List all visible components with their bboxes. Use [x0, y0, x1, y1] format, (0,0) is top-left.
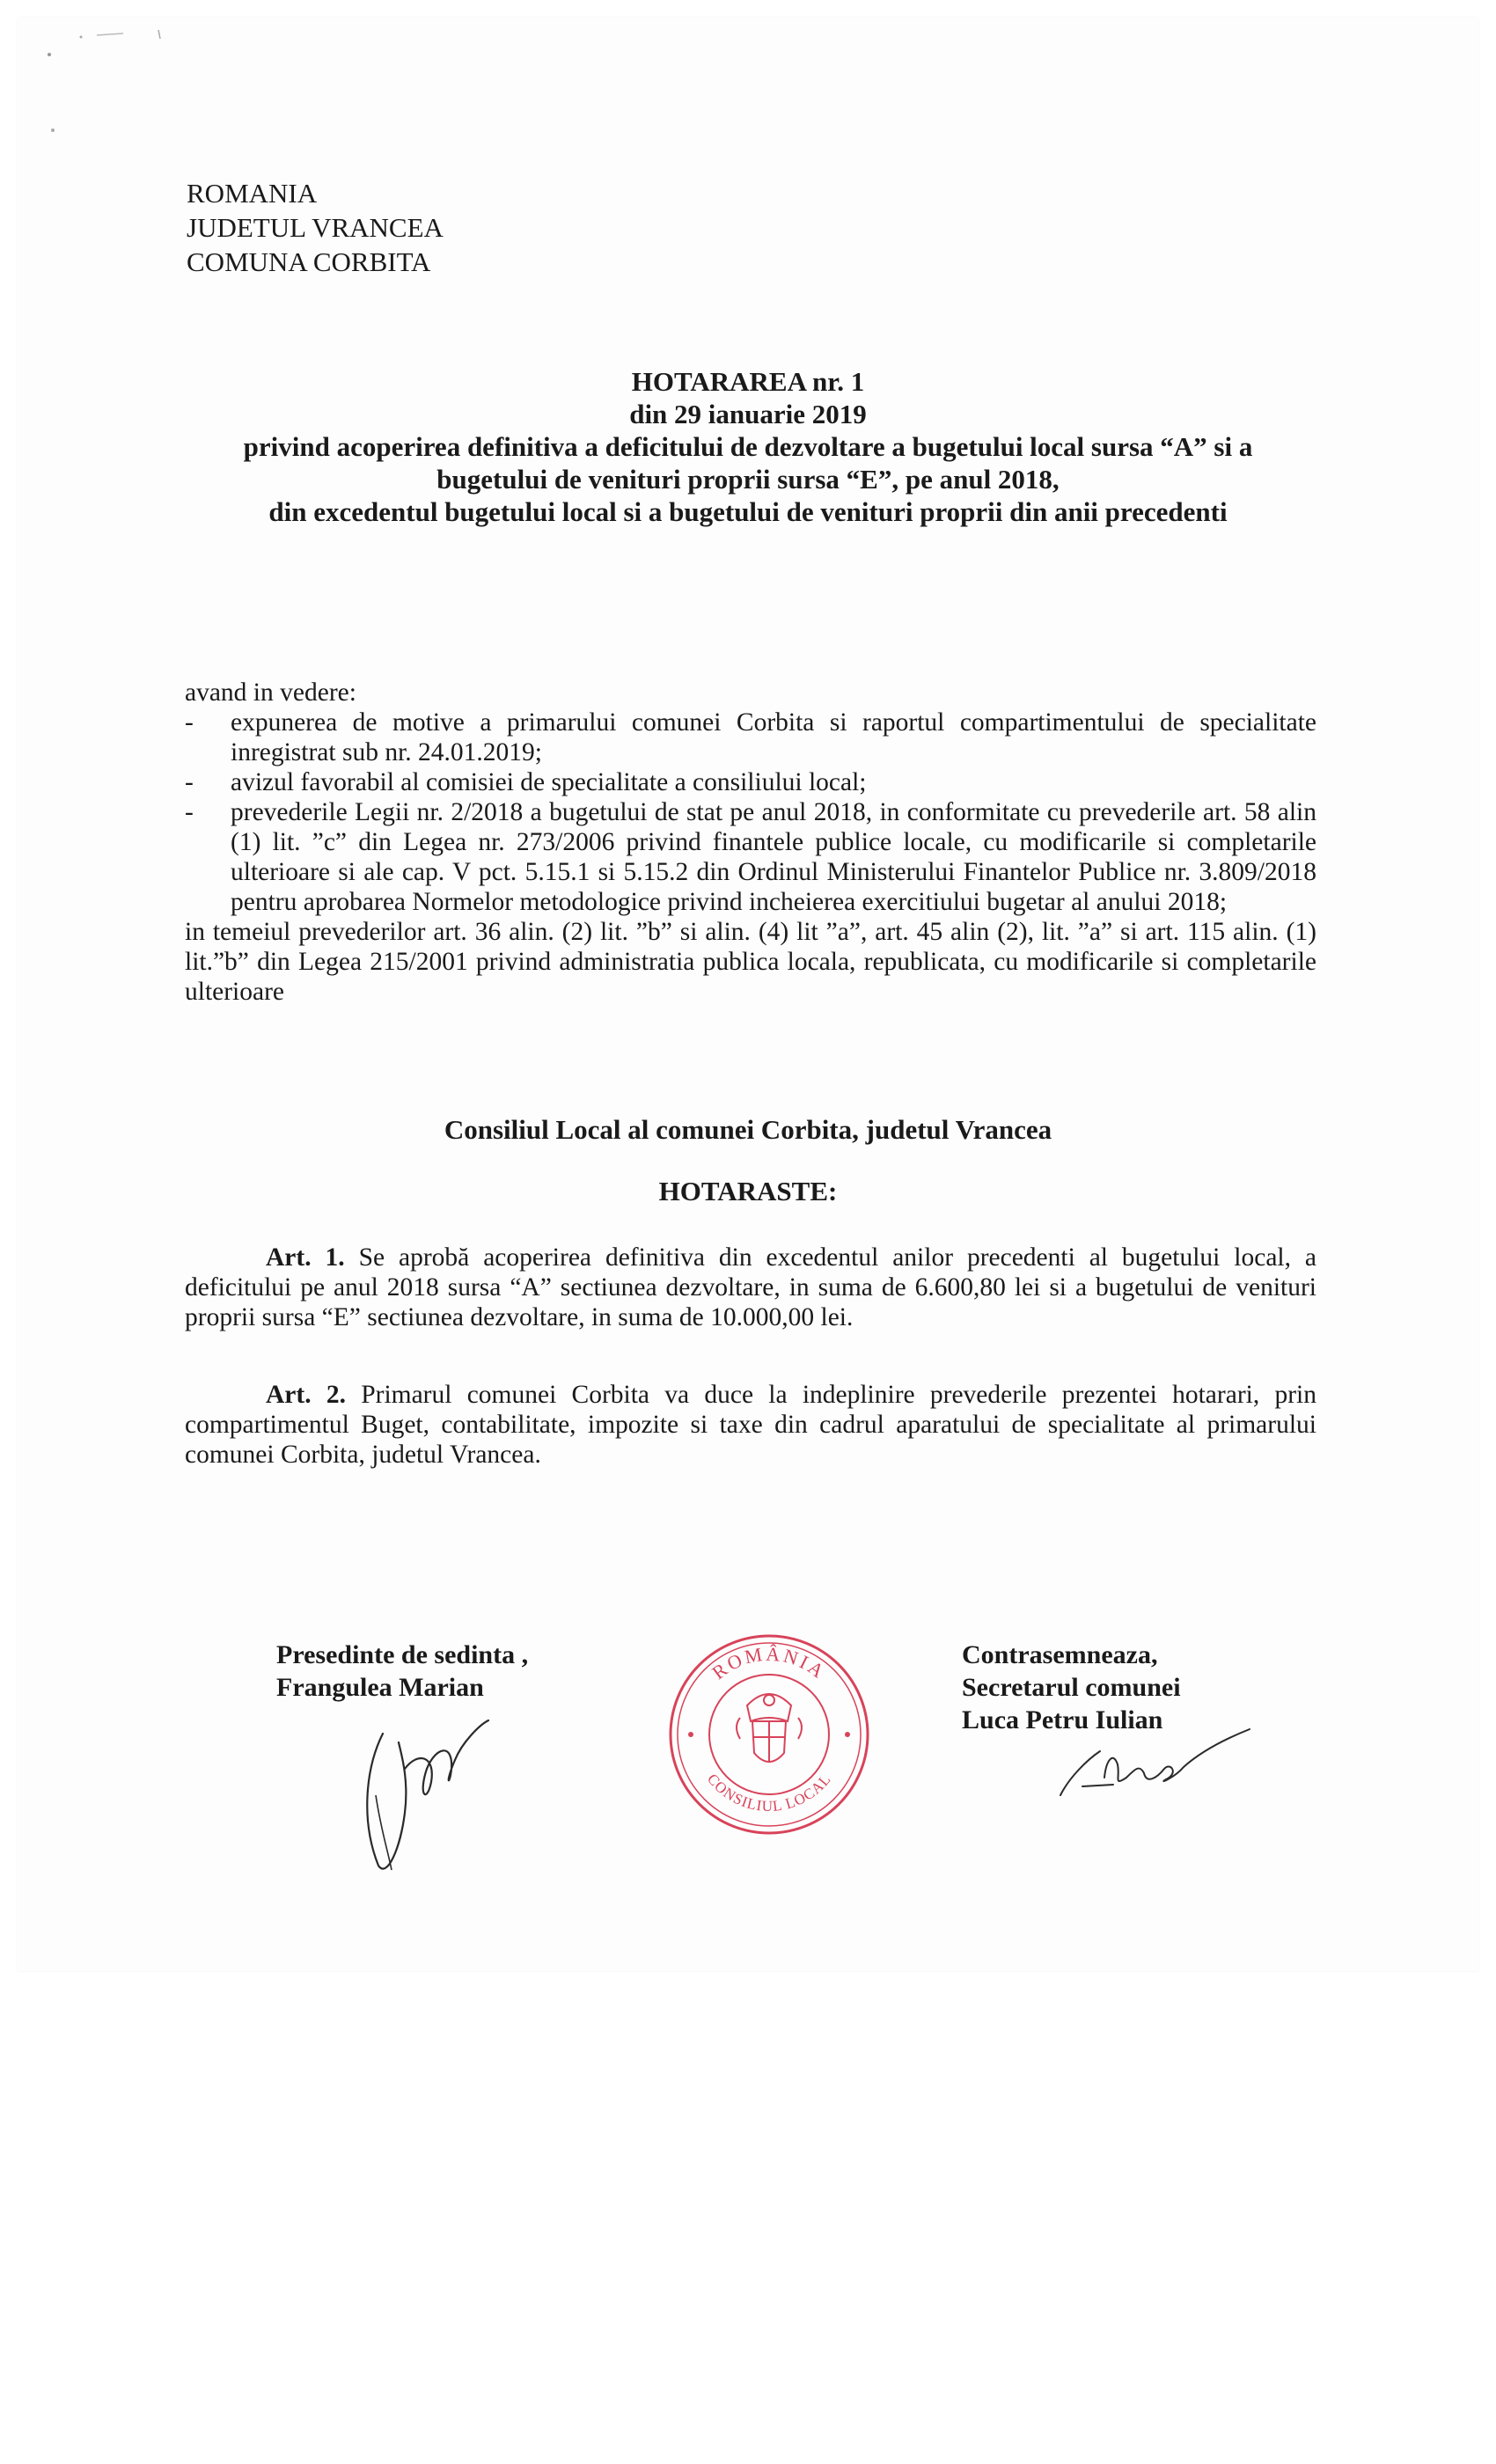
header-county: JUDETUL VRANCEA	[187, 212, 444, 243]
article-1-text: Se aprobă acoperirea definitiva din excedentul anilor precedenti al bugetului local, a deficitului pe anul 2018 sursa “A” sectiunea dezvoltare, in suma de 6.600,80 lei si a bugetului de venituri proprii sursa “E” sectiunea dezvoltare, in suma de 10.000,00 lei.	[185, 1243, 1317, 1331]
list-item-text: prevederile Legii nr. 2/2018 a bugetului de stat pe anul 2018, in conformitate cu prevederile art. 58 alin (1) lit. ”c” din Legea nr. 273/2006 privind finantele publice locale, cu modificarile si completarile ulterioare si ale cap. V pct. 5.15.1 si 5.15.2 din Ordinul Ministerului Finantelor Publice nr. 3.809/2018 pentru aprobarea Normelor metodologice privind incheierea exercitiului bugetar al anului 2018;	[231, 798, 1316, 916]
chair-role: Presedinte de sedinta ,	[276, 1640, 529, 1669]
article-1-label: Art. 1.	[266, 1243, 345, 1272]
svg-text:CONSILIUL LOCAL	[704, 1771, 834, 1815]
seal-bottom-text: CONSILIUL LOCAL	[703, 1771, 835, 1815]
secretary-name: Luca Petru Iulian	[962, 1705, 1163, 1734]
council-name: Consiliul Local al comunei Corbita, judetul Vrancea	[444, 1114, 1052, 1145]
list-dash: -	[185, 708, 194, 737]
header-commune: COMUNA CORBITA	[187, 246, 431, 277]
article-2-label: Art. 2.	[266, 1381, 346, 1409]
list-dash: -	[185, 798, 194, 826]
scan-specks	[35, 18, 176, 141]
issuer-header	[187, 176, 444, 279]
seal-top-text: ROMÂNIA	[708, 1642, 831, 1684]
secretary-handwritten-signature	[1052, 1725, 1254, 1813]
article-1	[185, 1243, 1316, 1332]
decision-subject-line-3: din excedentul bugetului local si a bugetului de venituri proprii din anii precedenti	[268, 496, 1228, 527]
preamble-list	[185, 708, 1316, 917]
list-item	[185, 708, 1316, 767]
list-item-text: avizul favorabil al comisiei de specialitate a consiliului local;	[231, 768, 867, 796]
decision-subject-line-2: bugetului de venituri proprii sursa “E”, pe anul 2018,	[436, 464, 1060, 495]
preamble	[185, 678, 1316, 1007]
official-seal	[664, 1630, 874, 1839]
decision-number: HOTARAREA nr. 1	[631, 366, 865, 397]
list-item	[185, 797, 1316, 917]
list-dash: -	[185, 768, 194, 796]
header-country: ROMANIA	[187, 178, 318, 209]
decides-heading: HOTARASTE:	[658, 1176, 838, 1206]
secretary-role: Secretarul comunei	[962, 1673, 1181, 1702]
chair-handwritten-signature	[356, 1716, 502, 1879]
decision-title	[132, 365, 1364, 528]
coat-of-arms-icon	[737, 1694, 802, 1762]
article-2	[185, 1380, 1316, 1470]
legal-basis: in temeiul prevederilor art. 36 alin. (2) lit. ”b” si alin. (4) lit ”a”, art. 45 alin (2), lit. ”a” si art. 115 alin. (1) lit.”b” din Legea 215/2001 privind administratia publica locala, republicata, cu modificarile si completarile ulterioare	[185, 918, 1316, 1006]
decision-subject-line-1: privind acoperirea definitiva a deficitului de dezvoltare a bugetului local sursa “A” si a	[243, 431, 1253, 462]
secretary-signature-block	[962, 1639, 1181, 1736]
preamble-intro: avand in vedere:	[185, 678, 356, 707]
article-2-text: Primarul comunei Corbita va duce la indeplinire prevederile prezentei hotarari, prin compartimentul Buget, contabilitate, impozite si taxe din cadrul aparatului de specialitate al primarului comunei Corbita, judetul Vrancea.	[185, 1381, 1316, 1469]
chair-signature-block	[276, 1639, 528, 1704]
chair-name: Frangulea Marian	[276, 1673, 484, 1702]
countersign-label: Contrasemneaza,	[962, 1640, 1158, 1669]
list-item-text: expunerea de motive a primarului comunei Corbita si raportul compartimentului de specialitate inregistrat sub nr. 24.01.2019;	[231, 708, 1316, 766]
list-item	[185, 767, 1316, 797]
decision-date: din 29 ianuarie 2019	[629, 399, 867, 429]
svg-text:ROMÂNIA	[708, 1643, 830, 1684]
